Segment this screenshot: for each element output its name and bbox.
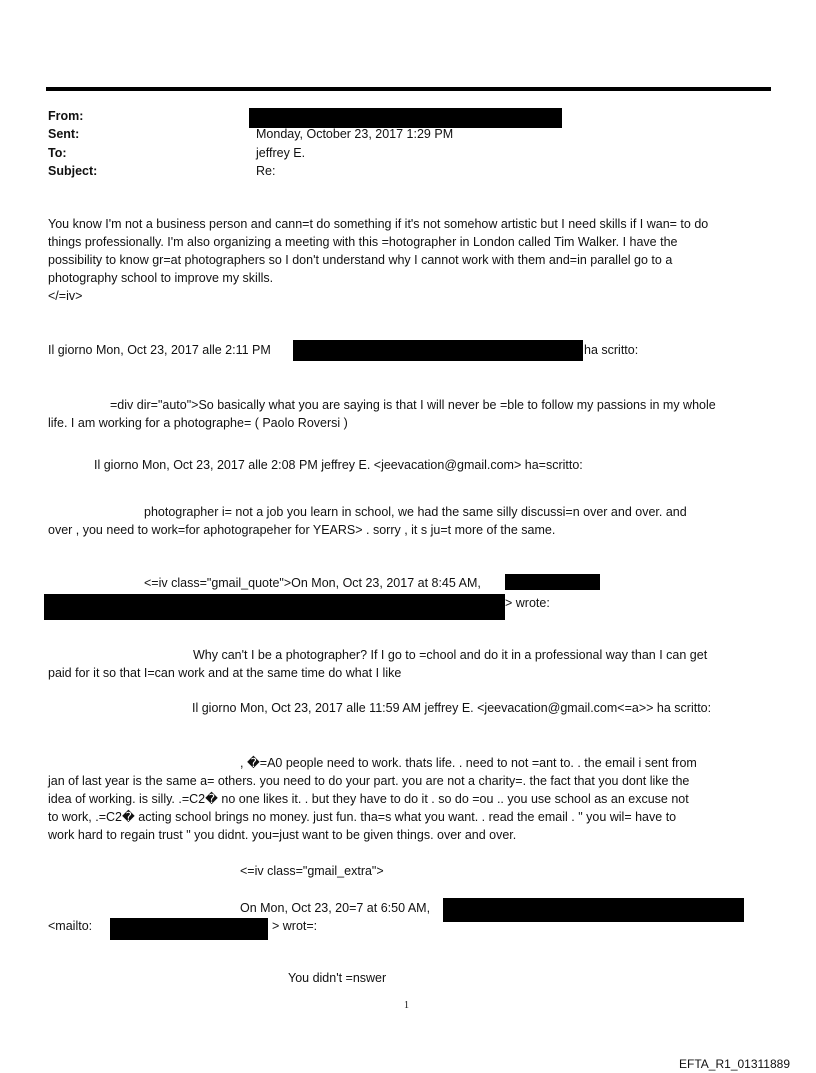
quote-header: <=iv class="gmail_quote">On Mon, Oct 23, 2017 at 8:45 AM,	[144, 576, 481, 590]
body-line: </=iv>	[48, 289, 83, 303]
quote-header: On Mon, Oct 23, 20=7 at 6:50 AM,	[240, 901, 431, 915]
sent-label: Sent:	[48, 127, 80, 141]
sender-redaction	[505, 574, 600, 590]
body-line: to work, .=C2� acting school brings no money. just fun. tha=s what you want. . read the email . " you wil= have to	[48, 810, 677, 824]
body-line: You know I'm not a business person and cann=t do something if it's not somehow artistic but I need skills if I wan= to do	[48, 217, 709, 231]
body-line: photography school to improve my skills.	[48, 271, 274, 285]
quote-header: Il giorno Mon, Oct 23, 2017 alle 11:59 AM jeffrey E. <jeevacation@gmail.com<=a>> ha scritto:	[192, 701, 712, 715]
header-rule	[46, 87, 771, 91]
body-line: idea of working. is silly. .=C2� no one likes it. . but they have to do it . so do =ou .. you use school as an excuse not	[48, 792, 689, 806]
body-line: work hard to regain trust " you didnt. you=just want to be given things. over and over.	[48, 828, 517, 842]
body-line: , �=A0 people need to work. thats life. . need to not =ant to. . the email i sent from	[240, 756, 697, 770]
body-line: Why can't I be a photographer? If I go to =chool and do it in a professional way than I can get	[193, 648, 708, 662]
subject-label: Subject:	[48, 164, 98, 178]
email-redaction	[44, 594, 505, 620]
body-line: possibility to know gr=at photographers so I don't understand why I cannot work with them and=in parallel go to a	[48, 253, 673, 267]
from-label: From:	[48, 109, 84, 123]
sender-redaction	[293, 340, 583, 361]
quote-header-suffix: > wrote:	[505, 596, 550, 610]
email-redaction	[110, 918, 268, 940]
body-line: life. I am working for a photographe= ( Paolo Roversi )	[48, 416, 348, 430]
quote-header: Il giorno Mon, Oct 23, 2017 alle 2:08 PM jeffrey E. <jeevacation@gmail.com> ha=scritto:	[94, 458, 583, 472]
body-line: paid for it so that I=can work and at the same time do what I like	[48, 666, 402, 680]
sent-value: Monday, October 23, 2017 1:29 PM	[256, 127, 454, 141]
body-line: =div dir="auto">So basically what you are saying is that I will never be =ble to follow my passions in my whole	[110, 398, 716, 412]
from-redaction	[249, 108, 562, 128]
body-line: You didn't =nswer	[288, 971, 387, 985]
document-id: EFTA_R1_01311889	[679, 1057, 790, 1071]
quote-header-suffix: > wrot=:	[272, 919, 318, 933]
quote-header-suffix: ha scritto:	[584, 343, 639, 357]
page-number: 1	[404, 1000, 409, 1011]
body-line: jan of last year is the same a= others. you need to do your part. you are not a charity=. the fact that you dont like the	[48, 774, 690, 788]
sender-redaction	[443, 898, 744, 922]
body-line: things professionally. I'm also organizing a meeting with this =hotographer in London called Tim Walker. I have the	[48, 235, 678, 249]
body-line: <=iv class="gmail_extra">	[240, 864, 384, 878]
to-value: jeffrey E.	[256, 146, 306, 160]
to-label: To:	[48, 146, 67, 160]
mailto-prefix: <mailto:	[48, 919, 93, 933]
body-line: over , you need to work=for aphotograpeher for YEARS> . sorry , it s ju=t more of the same.	[48, 523, 556, 537]
quote-header: Il giorno Mon, Oct 23, 2017 alle 2:11 PM	[48, 343, 271, 357]
subject-value: Re:	[256, 164, 276, 178]
body-line: photographer i= not a job you learn in school, we had the same silly discussi=n over and over. and	[144, 505, 687, 519]
